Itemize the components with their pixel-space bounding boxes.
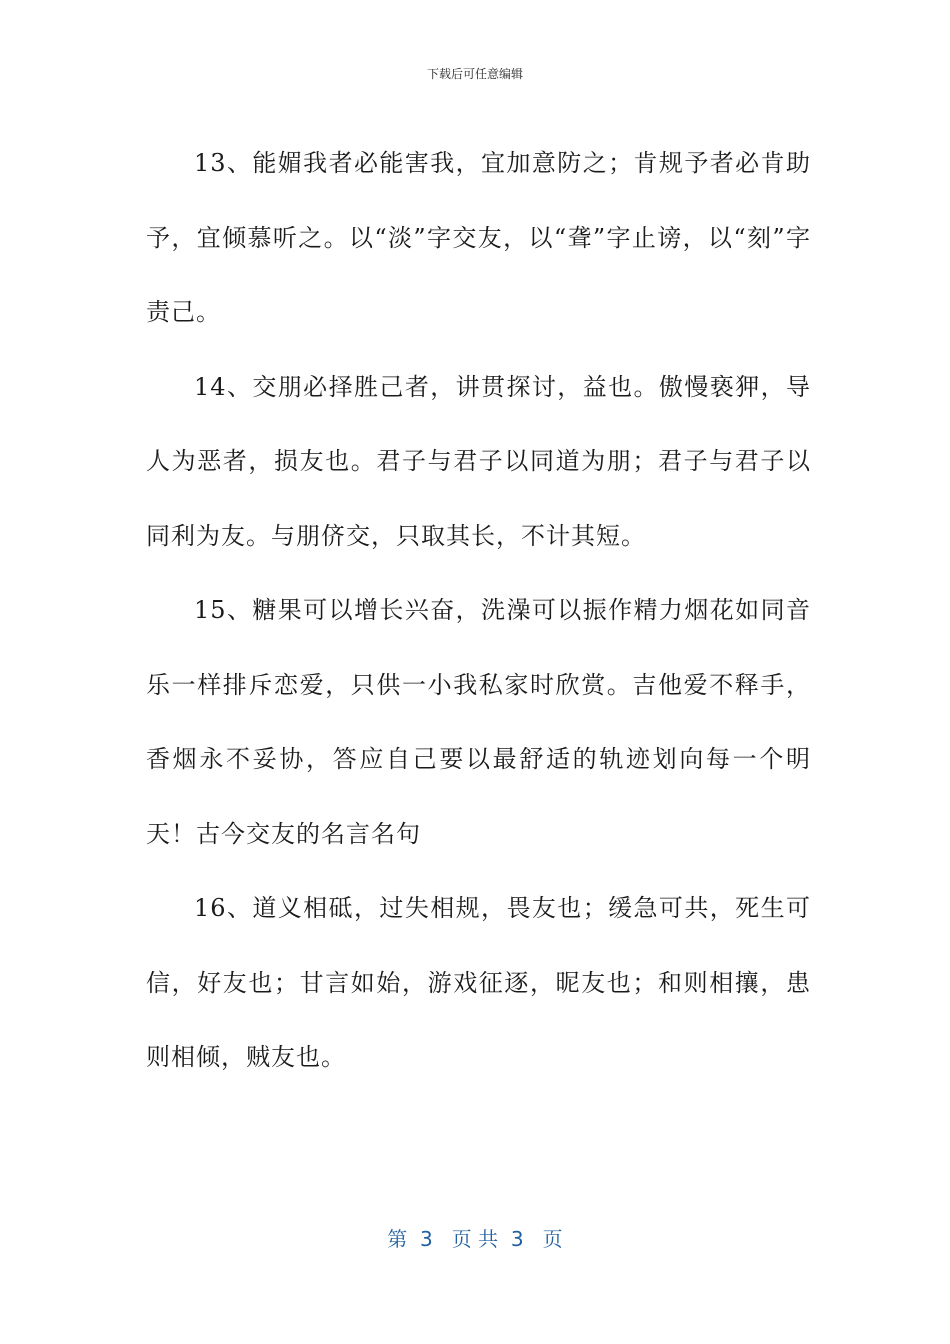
page-number-footer: 第 3 页 共 3 页 [387, 1227, 563, 1251]
paragraph-15: 15、糖果可以增长兴奋，洗澡可以振作精力烟花如同音乐一样排斥恋爱，只供一小我私家时欣赏。吉他爱不释手，香烟永不妥协，答应自己要以最舒适的轨迹划向每一个明天！古今交友的名言名句 [146, 596, 811, 848]
document-body [146, 126, 811, 1095]
paragraph-14: 14、交朋必择胜己者，讲贯探讨，益也。傲慢亵狎，导人为恶者，损友也。君子与君子以同道为朋；君子与君子以同利为友。与朋侪交，只取其长，不计其短。 [146, 372, 811, 550]
paragraph-16: 16、道义相砥，过失相规，畏友也；缓急可共，死生可信，好友也；甘言如始，游戏征逐，昵友也；和则相攘，患则相倾，贼友也。 [146, 894, 811, 1071]
paragraph-13: 13、能媚我者必能害我，宜加意防之；肯规予者必肯助予，宜倾慕听之。以“淡”字交友，以“聋”字止谤，以“刻”字责己。 [146, 149, 811, 326]
page-header: 下载后可任意编辑 [426, 67, 523, 81]
